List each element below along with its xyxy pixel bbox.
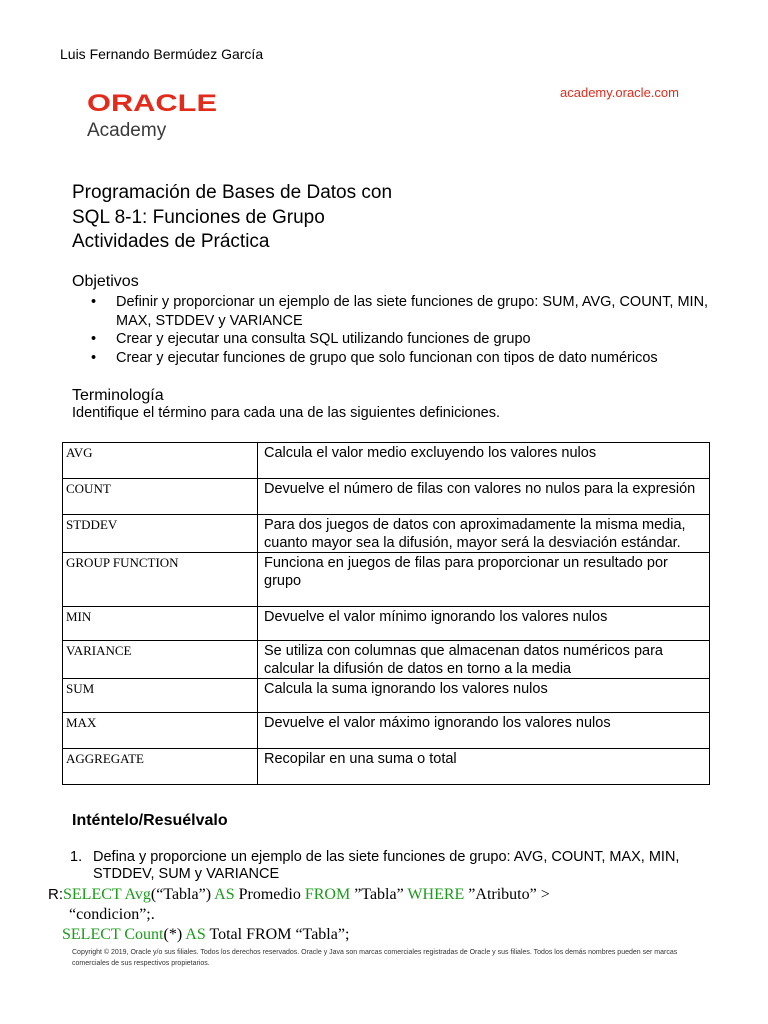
definition-cell: Devuelve el número de filas con valores no nulos para la expresión (258, 479, 710, 515)
sql-text: Promedio (234, 886, 301, 903)
sql-text: (*) (163, 926, 183, 943)
table-row (63, 679, 710, 713)
question-number: 1. (70, 849, 83, 865)
sql-text: (“Tabla”) (150, 886, 212, 903)
title-line: Programación de Bases de Datos con (72, 182, 393, 203)
definition-cell: Para dos juegos de datos con aproximadamente la misma media, cuanto mayor sea la difusión, mayor será la desviación estándar. (258, 515, 710, 553)
table-row (63, 607, 710, 641)
term-cell: SUM (63, 679, 258, 713)
sql-keyword: FROM (300, 886, 351, 903)
table-row (63, 479, 710, 515)
table-row (63, 641, 710, 679)
sql-keyword: AS (211, 886, 235, 903)
sql-text: Total FROM “Tabla”; (205, 926, 350, 943)
term-cell: AGGREGATE (63, 749, 258, 785)
definition-cell: Calcula la suma ignorando los valores nulos (258, 679, 710, 713)
sql-keyword: SELECT Avg (63, 886, 151, 903)
term-cell: VARIANCE (63, 641, 258, 679)
question-text: Defina y proporcione un ejemplo de las siete funciones de grupo: AVG, COUNT, MAX, MIN, STDDEV, SUM y VARIANCE (93, 849, 680, 882)
table-row (63, 515, 710, 553)
oracle-logo-text: ORACLE (87, 90, 217, 115)
definition-cell: Funciona en juegos de filas para proporcionar un resultado por grupo (258, 553, 710, 607)
table-row (63, 749, 710, 785)
objectives-heading: Objetivos (72, 273, 139, 290)
answer-line-2: “condicion”;. (69, 906, 155, 923)
sql-keyword: SELECT Count (62, 926, 164, 943)
sql-keyword: AS (182, 926, 206, 943)
sql-text: ”Atributo” > (464, 886, 550, 903)
table-row (63, 553, 710, 607)
term-cell: GROUP FUNCTION (63, 553, 258, 607)
academy-logo-text: Academy (87, 120, 167, 141)
copyright-notice: Copyright © 2019, Oracle y/o sus filiales. Todos los derechos reservados. Oracle y Java son marcas comerciales registradas de Oracle y sus filiales. Todos los demás nombres pueden ser marcas comerciales de sus respectivos propietarios. (72, 949, 678, 967)
answer-prefix: R: (48, 886, 63, 903)
objective-item: • Definir y proporcionar un ejemplo de las siete funciones de grupo: SUM, AVG, COUNT, MIN, MAX, STDDEV y VARIANCE (72, 293, 732, 330)
term-cell: STDDEV (63, 515, 258, 553)
question-1 (70, 849, 710, 883)
objectives-list (72, 293, 732, 367)
author-name: Luis Fernando Bermúdez García (60, 46, 264, 62)
title-line: Actividades de Práctica (72, 231, 270, 252)
page-title (72, 181, 392, 255)
terminology-table (62, 442, 710, 785)
objective-item: • Crear y ejecutar funciones de grupo que solo funcionan con tipos de dato numéricos (72, 349, 732, 368)
table-row (63, 713, 710, 749)
objective-item: • Crear y ejecutar una consulta SQL utilizando funciones de grupo (72, 330, 732, 349)
definition-cell: Recopilar en una suma o total (258, 749, 710, 785)
sql-keyword: WHERE (403, 886, 465, 903)
answer-line-1 (48, 885, 550, 904)
term-cell: MIN (63, 607, 258, 641)
practice-heading: Inténtelo/Resuélvalo (72, 812, 228, 829)
term-cell: COUNT (63, 479, 258, 515)
answer-line-3 (62, 925, 349, 944)
title-line: SQL 8-1: Funciones de Grupo (72, 206, 325, 228)
terminology-heading: Terminología (72, 387, 164, 404)
term-cell: MAX (63, 713, 258, 749)
terminology-intro: Identifique el término para cada una de las siguientes definiciones. (72, 405, 501, 421)
definition-cell: Calcula el valor medio excluyendo los valores nulos (258, 443, 710, 479)
table-row (63, 443, 710, 479)
oracle-logo (87, 89, 217, 115)
definition-cell: Devuelve el valor mínimo ignorando los valores nulos (258, 607, 710, 641)
sql-text: ”Tabla” (350, 886, 404, 903)
definition-cell: Se utiliza con columnas que almacenan datos numéricos para calcular la difusión de datos en torno a la media (258, 641, 710, 679)
term-cell: AVG (63, 443, 258, 479)
definition-cell: Devuelve el valor máximo ignorando los valores nulos (258, 713, 710, 749)
site-url: academy.oracle.com (560, 85, 679, 100)
